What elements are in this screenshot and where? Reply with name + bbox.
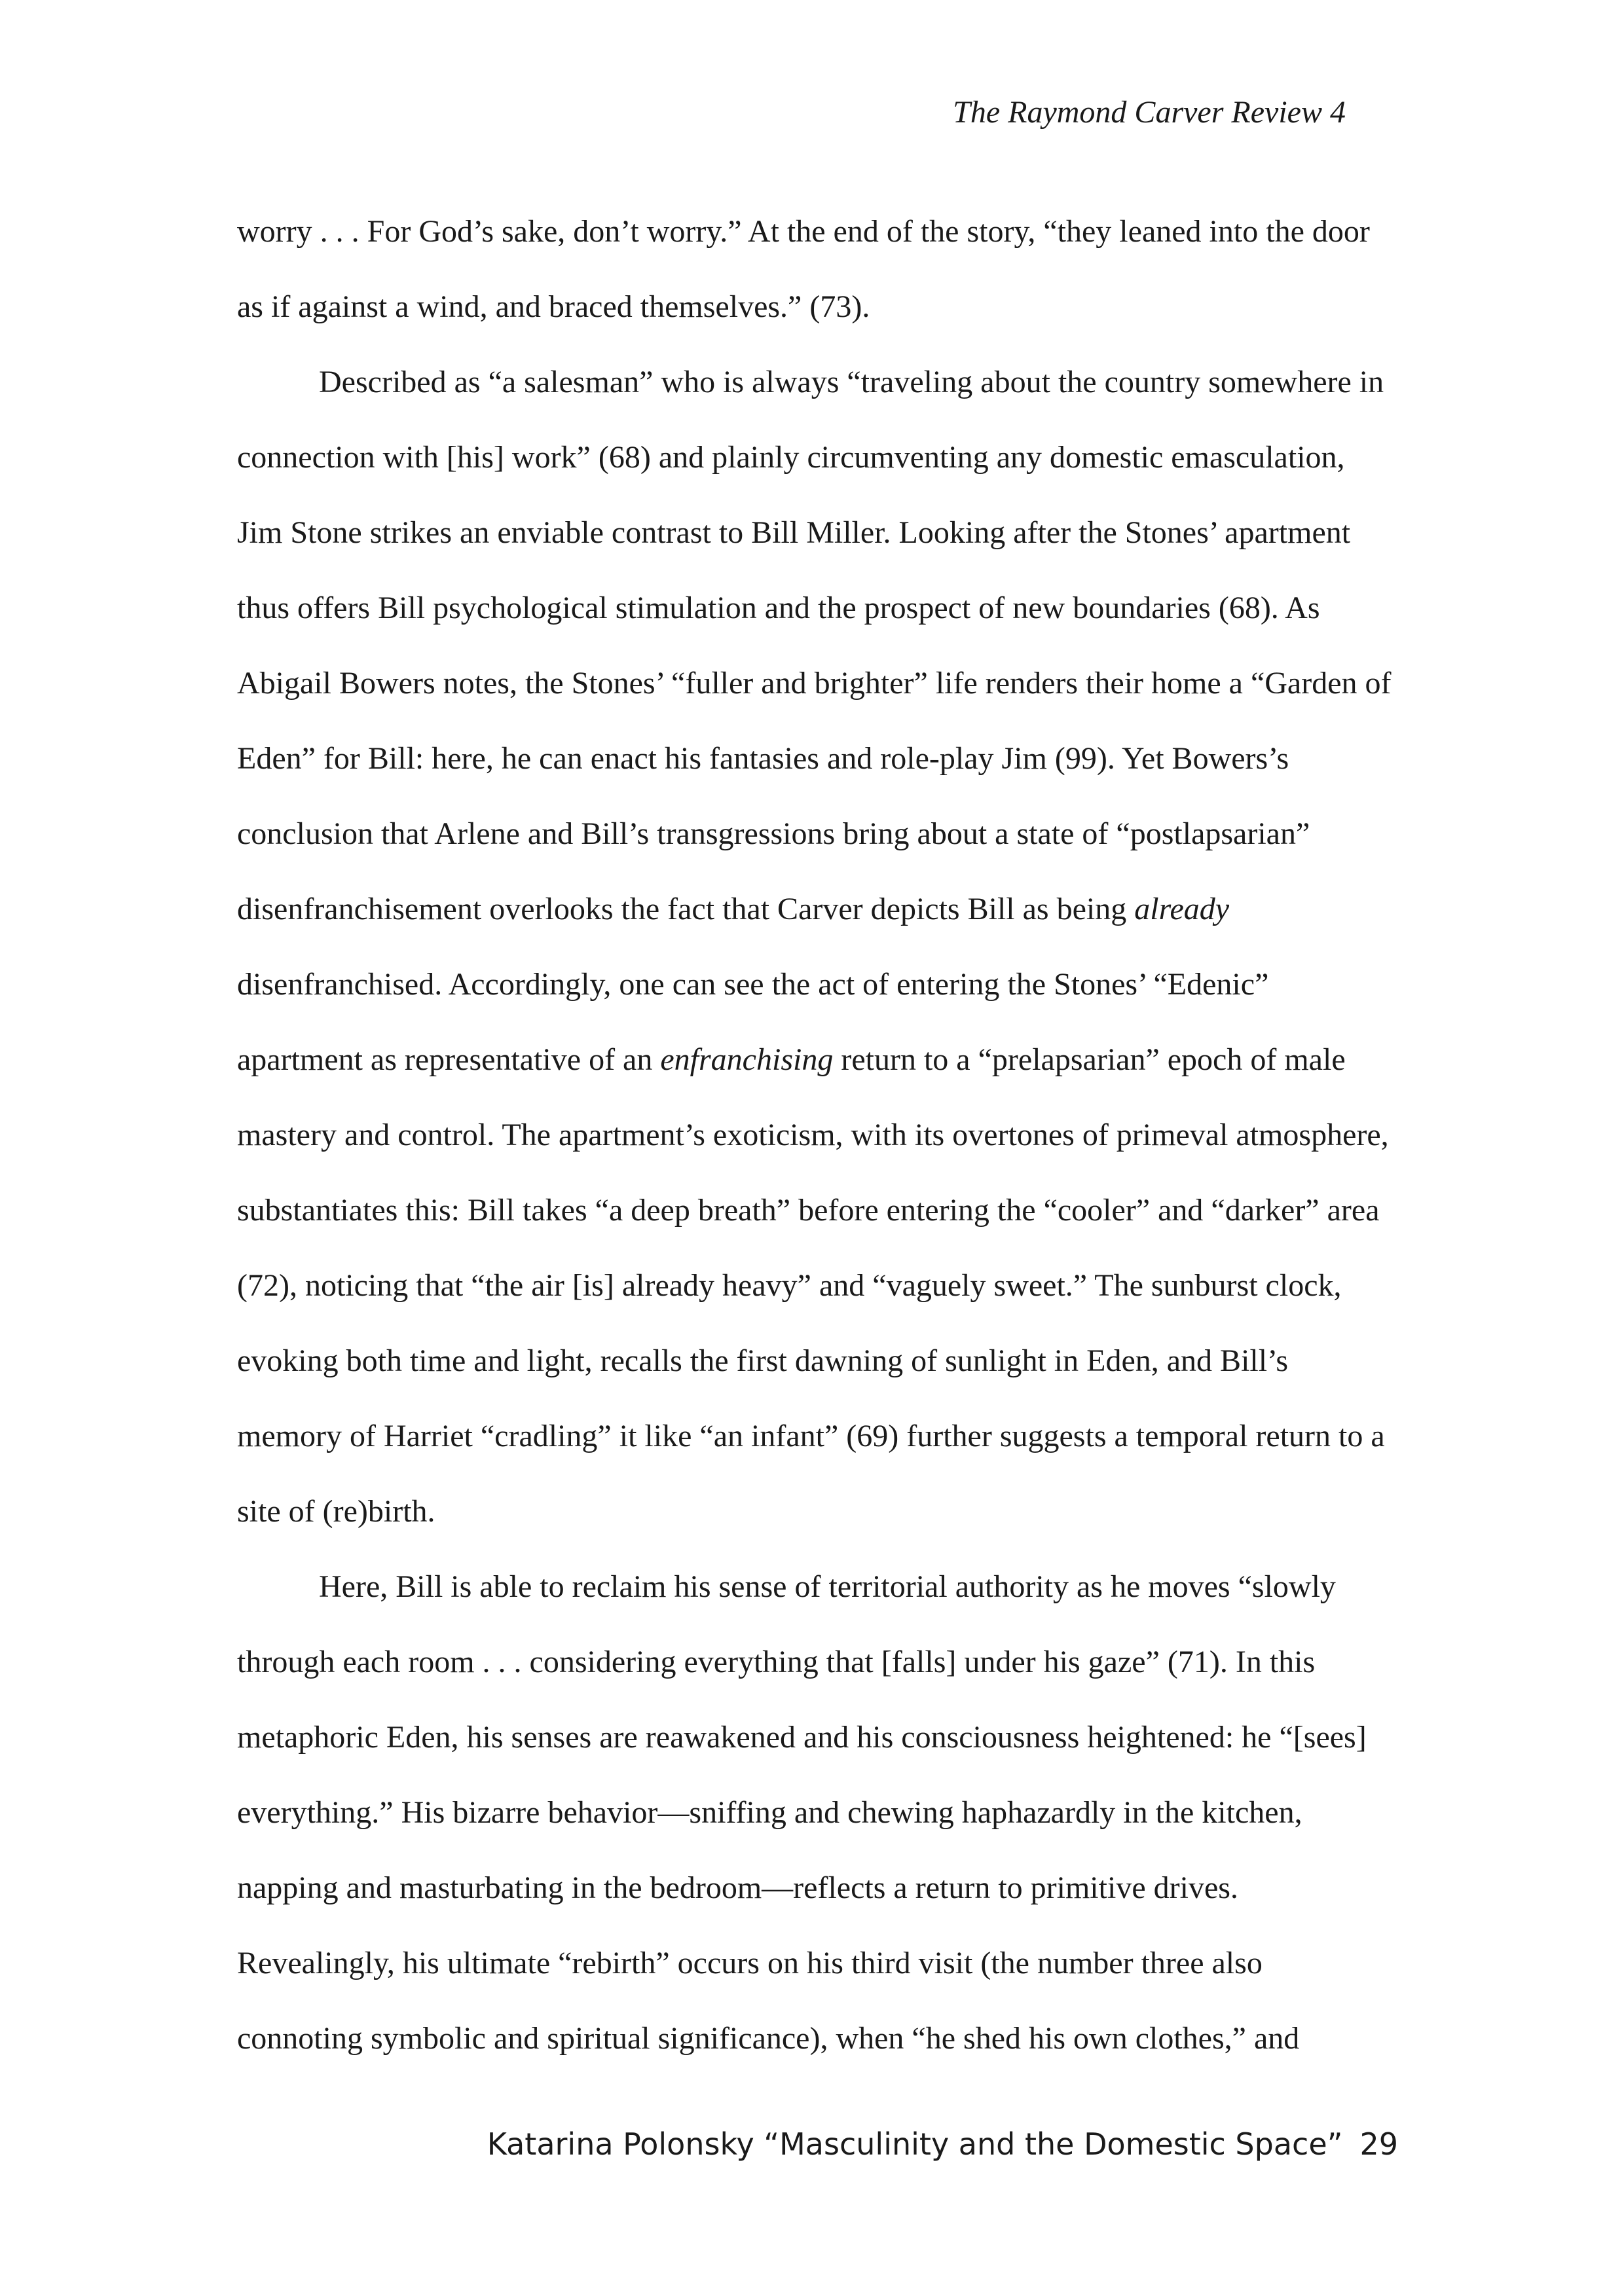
paragraph-text: return to a “prelapsarian” epoch of male mastery and control. The apartment’s exoticism, with its overtones of primeval atmosphere, substantiates this: Bill takes “a deep breath” before entering the “cooler” and “darker” area (72), noticing that “the air [is] already heavy” and “vaguely sweet.” The sunburst clock, evoking both time and light, recalls the first dawning of sunlight in Eden, and Bill’s memory of Harriet “cradling” it like “an infant” (69) further suggests a temporal return to a site of (re)birth. <box>237 1042 1389 1529</box>
paragraph-text: worry . . . For God’s sake, don’t worry.” At the end of the story, “they leaned into the door as if against a wind, and braced themselves.” (73). <box>237 214 1370 324</box>
body-paragraph <box>237 194 1395 344</box>
italic-text: already <box>1134 892 1230 926</box>
page-footer <box>487 2126 1398 2162</box>
body-paragraph <box>237 344 1395 1549</box>
body-paragraph <box>237 1549 1395 2076</box>
paragraph-text: Here, Bill is able to reclaim his sense of territorial authority as he moves “slowly through each room . . . considering everything that [falls] under his gaze” (71). In this metaphoric Eden, his senses are reawakened and his consciousness heightened: he “[sees] everything.” His bizarre behavior—sniffing and chewing haphazardly in the kitchen, napping and masturbating in the bedroom—reflects a return to primitive drives. Revealingly, his ultimate “rebirth” occurs on his third visit (the number three also connoting symbolic and spiritual significance), when “he shed his own clothes,” and <box>237 1569 1367 2056</box>
italic-text: enfranchising <box>660 1042 834 1077</box>
article-body <box>237 194 1395 2076</box>
paragraph-text: disenfranchised. Accordingly, one can see the act of entering the Stones’ “Edenic” apartment as representative of an <box>237 967 1269 1077</box>
paragraph-text: Described as “a salesman” who is always “traveling about the country somewhere in connection with [his] work” (68) and plainly circumventing any domestic emasculation, Jim Stone strikes an enviable contrast to Bill Miller. Looking after the Stones’ apartment thus offers Bill psychological stimulation and the prospect of new boundaries (68). As Abigail Bowers notes, the Stones’ “fuller and brighter” life renders their home a “Garden of Eden” for Bill: here, he can enact his fantasies and role-play Jim (99). Yet Bowers’s conclusion that Arlene and Bill’s transgressions bring about a state of “postlapsarian” disenfranchisement overlooks the fact that Carver depicts Bill as being <box>237 365 1392 926</box>
page-number: 29 <box>1359 2126 1398 2162</box>
running-head-title: The Raymond Carver Review 4 <box>953 95 1346 130</box>
footer-author-title: Katarina Polonsky “Masculinity and the Domestic Space” <box>487 2126 1343 2162</box>
